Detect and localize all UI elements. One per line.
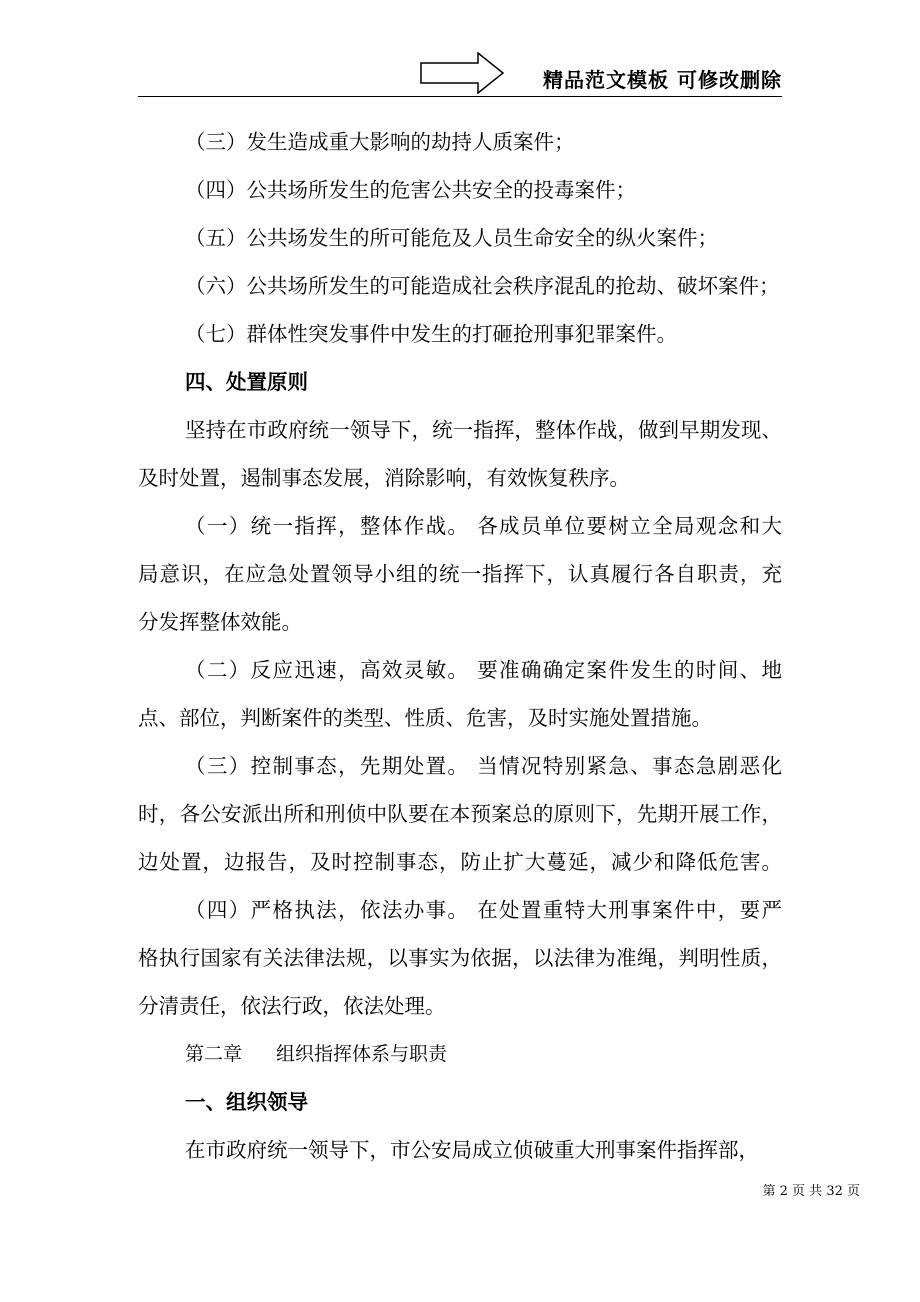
chapter-title: 组织指挥体系与职责	[276, 1043, 448, 1065]
paragraph-line: 分清责任，依法行政，依法处理。	[138, 994, 446, 1018]
section-heading: 四、处置原则	[185, 370, 308, 394]
list-item: （五）公共场发生的所可能危及人员生命安全的纵火案件；	[185, 226, 718, 250]
paragraph-line: 分发挥整体效能。	[138, 610, 302, 634]
paragraph-line: 格执行国家有关法律法规，以事实为依据，以法律为准绳，判明性质，	[138, 946, 782, 970]
list-item: （三）发生造成重大影响的劫持人质案件；	[185, 130, 575, 154]
list-item: （六）公共场所发生的可能造成社会秩序混乱的抢劫、破坏案件；	[185, 274, 780, 298]
chapter-heading	[185, 1040, 782, 1068]
arrow-icon	[420, 52, 504, 94]
paragraph-line: 在市政府统一领导下，市公安局成立侦破重大刑事案件指挥部，	[185, 1138, 759, 1162]
paragraph-line: （四）严格执法，依法办事。 在处置重特大刑事案件中，要严	[185, 898, 782, 922]
chapter-number: 第二章	[185, 1043, 243, 1065]
list-item: （七）群体性突发事件中发生的打砸抢刑事犯罪案件。	[185, 322, 677, 346]
paragraph-line: 局意识，在应急处置领导小组的统一指挥下，认真履行各自职责，充	[138, 562, 782, 586]
page-number: 第 2 页 共 32 页	[762, 1184, 860, 1199]
header-divider	[138, 96, 782, 97]
subsection-heading: 一、组织领导	[185, 1090, 308, 1114]
list-item: （四）公共场所发生的危害公共安全的投毒案件；	[185, 178, 636, 202]
paragraph-line: 坚持在市政府统一领导下，统一指挥，整体作战，做到早期发现、	[185, 418, 782, 442]
header-label: 精品范文模板 可修改删除	[543, 68, 782, 92]
paragraph-line: 时，各公安派出所和刑侦中队要在本预案总的原则下，先期开展工作，	[138, 802, 782, 826]
paragraph-line: 点、部位，判断案件的类型、性质、危害，及时实施处置措施。	[138, 706, 712, 730]
paragraph-line: 及时处置，遏制事态发展，消除影响，有效恢复秩序。	[138, 466, 630, 490]
paragraph-line: （一）统一指挥，整体作战。 各成员单位要树立全局观念和大	[185, 514, 782, 538]
paragraph-line: （三）控制事态，先期处置。 当情况特别紧急、事态急剧恶化	[185, 754, 782, 778]
paragraph-line: 边处置，边报告，及时控制事态，防止扩大蔓延，减少和降低危害。	[138, 850, 782, 874]
page-header	[138, 50, 782, 98]
paragraph-line: （二）反应迅速，高效灵敏。 要准确确定案件发生的时间、地	[185, 658, 782, 682]
